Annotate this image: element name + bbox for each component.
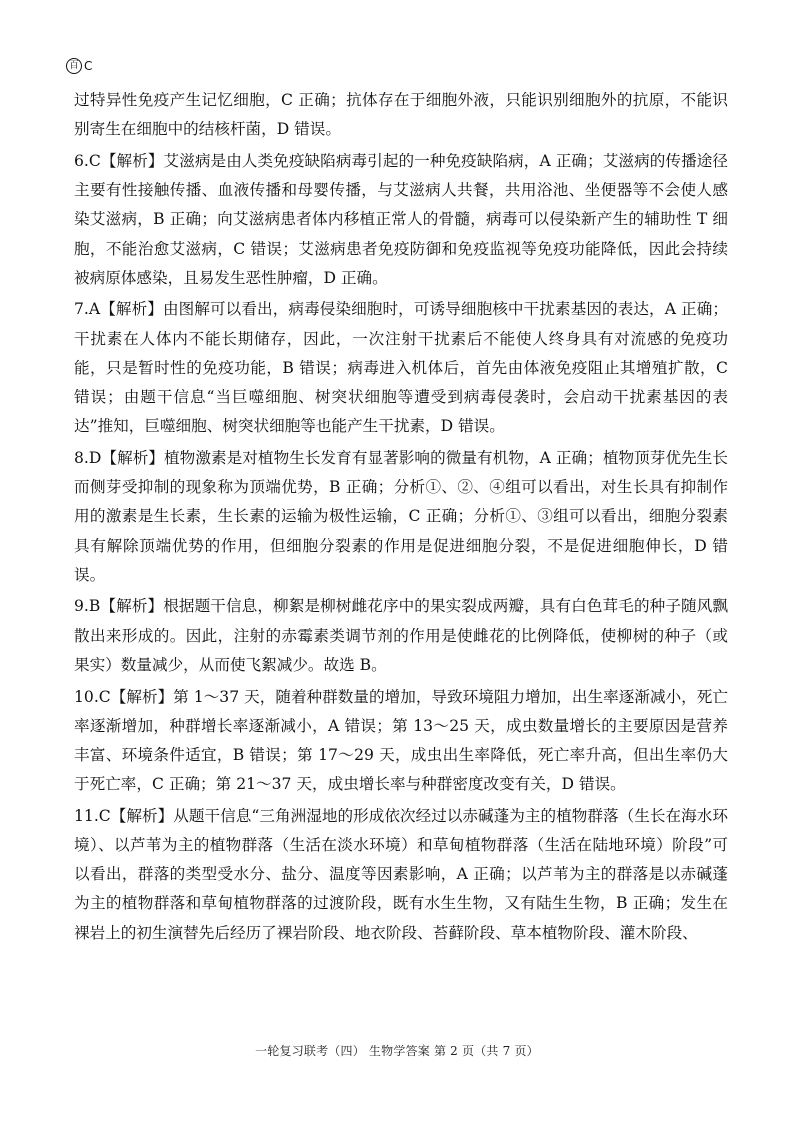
- logo-letter: C: [84, 59, 93, 73]
- logo-circle-icon: 百: [66, 58, 82, 74]
- answer-10: 10.C【解析】第 1～37 天，随着种群数量的增加，导致环境阻力增加，出生率逐渐减小，死亡率逐渐增加，种群增长率逐渐减小，A 错误；第 13～25 天，成虫数量增长的主要原因是营养丰富、环境条件适宜，B 错误；第 17～29 天，成虫出生率降低，死亡率升高，但出生率仍大于死亡率，C 正确；第 21～37 天，成虫增长率与种群密度改变有关，D 错误。: [74, 687, 728, 794]
- answer-content: [74, 86, 728, 948]
- answer-6: 6.C【解析】艾滋病是由人类免疫缺陷病毒引起的一种免疫缺陷病，A 正确；艾滋病的传播途径主要有性接触传播、血液传播和母婴传播，与艾滋病人共餐，共用浴池、坐便器等不会使人感染艾滋病，B 正确；向艾滋病患者体内移植正常人的骨髓，病毒可以侵染新产生的辅助性 T 细胞，不能治愈艾滋病，C 错误；艾滋病患者免疫防御和免疫监视等免疫功能降低，因此会持续被病原体感染，且易发生恶性肿瘤，D 正确。: [74, 151, 728, 287]
- answer-8: 8.D【解析】植物激素是对植物生长发育有显著影响的微量有机物，A 正确；植物顶芽优先生长而侧芽受抑制的现象称为顶端优势，B 正确；分析①、②、④组可以看出，对生长具有抑制作用的激素是生长素，生长素的运输为极性运输，C 正确；分析①、③组可以看出，细胞分裂素具有解除顶端优势的作用，但细胞分裂素的作用是促进细胞分裂，不是促进细胞伸长，D 错误。: [74, 448, 728, 584]
- page-footer: 一轮复习联考（四） 生物学答案 第 2 页（共 7 页）: [255, 1044, 539, 1058]
- paragraph-continuation: 过特异性免疫产生记忆细胞，C 正确；抗体存在于细胞外液，只能识别细胞外的抗原，不能识别寄生在细胞中的结核杆菌，D 错误。: [74, 91, 728, 139]
- answer-7: 7.A【解析】由图解可以看出，病毒侵染细胞时，可诱导细胞核中干扰素基因的表达，A 正确；干扰素在人体内不能长期储存，因此，一次注射干扰素后不能使人终身具有对流感的免疫功能，只是暂时性的免疫功能，B 错误；病毒进入机体后，首先由体液免疫阻止其增殖扩散，C 错误；由题干信息“当巨噬细胞、树突状细胞等遭受到病毒侵袭时，会启动干扰素基因的表达”推知，巨噬细胞、树突状细胞等也能产生干扰素，D 错误。: [74, 300, 728, 436]
- publisher-logo: [66, 58, 92, 74]
- answer-11: 11.C【解析】从题干信息“三角洲湿地的形成依次经过以赤碱蓬为主的植物群落（生长在海水环境）、以芦苇为主的植物群落（生活在淡水环境）和草甸植物群落（生活在陆地环境）阶段”可以看出，群落的类型受水分、盐分、温度等因素影响，A 正确；以芦苇为主的群落是以赤碱蓬为主的植物群落和草甸植物群落的过渡阶段，既有水生生物，又有陆生生物，B 正确；发生在裸岩上的初生演替先后经历了裸岩阶段、地衣阶段、苔藓阶段、草本植物阶段、灌木阶段、: [74, 806, 728, 942]
- answer-9: 9.B【解析】根据题干信息，柳絮是柳树雌花序中的果实裂成两瓣，具有白色茸毛的种子随风飘散出来形成的。因此，注射的赤霉素类调节剂的作用是使雌花的比例降低，使柳树的种子（或果实）数量减少，从而使飞絮减少。故选 B。: [74, 597, 728, 674]
